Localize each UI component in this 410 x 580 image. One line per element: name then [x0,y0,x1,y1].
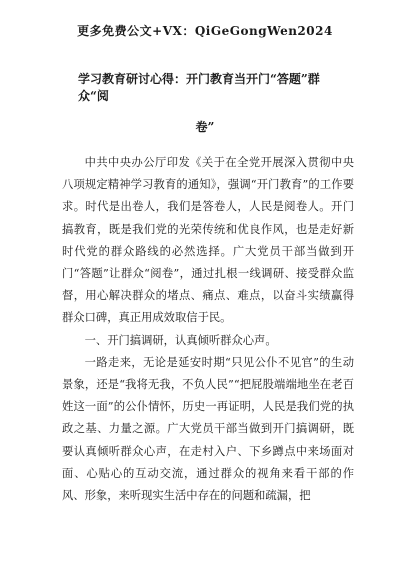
document-title-line-1: 学习教育研讨心得：开门教育当开门“答题”群众“阅 [78,72,320,103]
body-paragraph-section-1: 一路走来，无论是延安时期“只见公仆不见官”的生动景象，还是“我将无我，不负人民”“把屁股端端地坐在老百姓这一面”的公仆情怀，历史一再证明，人民是我们党的执政之基、力量之源。广大党员干部当做到开门搞调研，既要认真倾听群众心声，在走村入户、下乡蹲点中来场面对面、心贴心的互动交流，通过群众的视角来看干部的作风、形象，来听现实生活中存在的问题和疏漏，把 [62,355,354,503]
watermark-header: 更多免费公文+VX：QiGeGongWen2024 [77,24,333,38]
body-paragraph-intro: 中共中央办公厅印发《关于在全党开展深入贯彻中央八项规定精神学习教育的通知》，强调“开门教育”的工作要求。时代是出卷人，我们是答卷人，人民是阅卷人。开门搞教育，既是我们党的光荣传统和优良作风，也是走好新时代党的群众路线的必然选择。广大党员干部当做到开门“答题”让群众“阅卷”，通过扎根一线调研、接受群众监督，用心解决群众的堵点、痛点、难点，以奋斗实绩赢得群众口碑，真正用成效取信于民。 [62,156,354,325]
section-heading-1: 一、开门搞调研，认真倾听群众心声。 [84,333,277,347]
document-body [62,152,354,507]
document-title-line-2: 卷” [195,120,215,134]
